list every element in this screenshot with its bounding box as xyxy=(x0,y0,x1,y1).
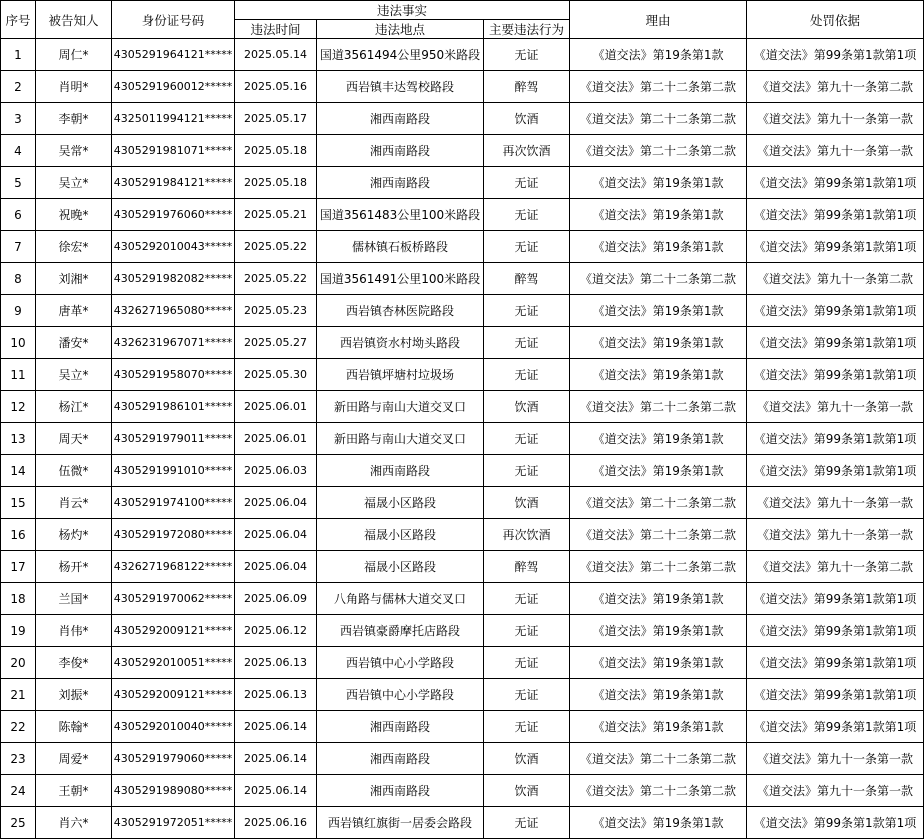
cell-basis: 《道交法》第99条第1款第1项 xyxy=(747,679,924,711)
table-row xyxy=(1,487,924,519)
cell-name: 肖明* xyxy=(36,71,112,103)
cell-id-number: 4305292009121***** xyxy=(112,679,235,711)
cell-violation: 饮酒 xyxy=(484,391,570,423)
cell-name: 李俊* xyxy=(36,647,112,679)
cell-place: 西岩镇中心小学路段 xyxy=(317,679,484,711)
cell-name: 兰国* xyxy=(36,583,112,615)
cell-name: 刘湘* xyxy=(36,263,112,295)
cell-time: 2025.06.12 xyxy=(235,615,317,647)
cell-violation: 饮酒 xyxy=(484,103,570,135)
cell-seq: 11 xyxy=(1,359,36,391)
cell-seq: 19 xyxy=(1,615,36,647)
cell-seq: 17 xyxy=(1,551,36,583)
cell-reason: 《道交法》第19条第1款 xyxy=(570,615,747,647)
header-place: 违法地点 xyxy=(317,20,484,39)
cell-name: 周爱* xyxy=(36,743,112,775)
cell-basis: 《道交法》第九十一条第一款 xyxy=(747,519,924,551)
cell-time: 2025.06.03 xyxy=(235,455,317,487)
cell-basis: 《道交法》第九十一条第一款 xyxy=(747,775,924,807)
cell-id-number: 4305291979060***** xyxy=(112,743,235,775)
cell-name: 吴立* xyxy=(36,359,112,391)
cell-violation: 无证 xyxy=(484,295,570,327)
cell-reason: 《道交法》第19条第1款 xyxy=(570,231,747,263)
cell-reason: 《道交法》第19条第1款 xyxy=(570,455,747,487)
cell-seq: 10 xyxy=(1,327,36,359)
cell-reason: 《道交法》第19条第1款 xyxy=(570,423,747,455)
cell-time: 2025.06.01 xyxy=(235,391,317,423)
cell-place: 新田路与南山大道交叉口 xyxy=(317,391,484,423)
cell-violation: 无证 xyxy=(484,327,570,359)
table-row xyxy=(1,199,924,231)
cell-id-number: 4305291972080***** xyxy=(112,519,235,551)
cell-id-number: 4305292010043***** xyxy=(112,231,235,263)
cell-basis: 《道交法》第99条第1款第1项 xyxy=(747,199,924,231)
cell-name: 李朝* xyxy=(36,103,112,135)
cell-reason: 《道交法》第二十二条第二款 xyxy=(570,391,747,423)
cell-basis: 《道交法》第九十一条第一款 xyxy=(747,487,924,519)
cell-id-number: 4305291986101***** xyxy=(112,391,235,423)
cell-place: 湘西南路段 xyxy=(317,455,484,487)
cell-violation: 无证 xyxy=(484,711,570,743)
cell-basis: 《道交法》第99条第1款第1项 xyxy=(747,39,924,71)
cell-time: 2025.06.13 xyxy=(235,647,317,679)
cell-seq: 3 xyxy=(1,103,36,135)
cell-reason: 《道交法》第19条第1款 xyxy=(570,583,747,615)
cell-reason: 《道交法》第二十二条第二款 xyxy=(570,519,747,551)
cell-seq: 15 xyxy=(1,487,36,519)
table-body xyxy=(1,39,924,839)
cell-violation: 无证 xyxy=(484,583,570,615)
cell-name: 杨开* xyxy=(36,551,112,583)
cell-id-number: 4305292010051***** xyxy=(112,647,235,679)
cell-place: 国道3561483公里100米路段 xyxy=(317,199,484,231)
header-name: 被告知人 xyxy=(36,1,112,39)
cell-time: 2025.05.22 xyxy=(235,263,317,295)
cell-time: 2025.05.30 xyxy=(235,359,317,391)
cell-name: 伍微* xyxy=(36,455,112,487)
cell-place: 八角路与儒林大道交叉口 xyxy=(317,583,484,615)
cell-place: 福晟小区路段 xyxy=(317,551,484,583)
cell-seq: 12 xyxy=(1,391,36,423)
table-row xyxy=(1,551,924,583)
cell-id-number: 4305291974100***** xyxy=(112,487,235,519)
cell-reason: 《道交法》第二十二条第二款 xyxy=(570,71,747,103)
cell-basis: 《道交法》第99条第1款第1项 xyxy=(747,711,924,743)
cell-basis: 《道交法》第九十一条第二款 xyxy=(747,263,924,295)
cell-time: 2025.05.27 xyxy=(235,327,317,359)
cell-basis: 《道交法》第九十一条第一款 xyxy=(747,391,924,423)
cell-name: 肖伟* xyxy=(36,615,112,647)
table-row xyxy=(1,711,924,743)
cell-place: 儒林镇石板桥路段 xyxy=(317,231,484,263)
cell-violation: 无证 xyxy=(484,231,570,263)
table-row xyxy=(1,295,924,327)
cell-place: 湘西南路段 xyxy=(317,103,484,135)
cell-violation: 饮酒 xyxy=(484,743,570,775)
cell-reason: 《道交法》第二十二条第二款 xyxy=(570,743,747,775)
table-row xyxy=(1,423,924,455)
cell-basis: 《道交法》第99条第1款第1项 xyxy=(747,807,924,839)
cell-id-number: 4305291970062***** xyxy=(112,583,235,615)
table-row xyxy=(1,743,924,775)
cell-time: 2025.06.16 xyxy=(235,807,317,839)
cell-id-number: 4305291982082***** xyxy=(112,263,235,295)
cell-time: 2025.06.09 xyxy=(235,583,317,615)
cell-violation: 无证 xyxy=(484,423,570,455)
header-reason: 理由 xyxy=(570,1,747,39)
cell-name: 潘安* xyxy=(36,327,112,359)
cell-seq: 16 xyxy=(1,519,36,551)
cell-place: 西岩镇丰达驾校路段 xyxy=(317,71,484,103)
cell-place: 福晟小区路段 xyxy=(317,519,484,551)
cell-basis: 《道交法》第99条第1款第1项 xyxy=(747,583,924,615)
cell-basis: 《道交法》第九十一条第二款 xyxy=(747,71,924,103)
cell-id-number: 4305291972051***** xyxy=(112,807,235,839)
cell-reason: 《道交法》第二十二条第二款 xyxy=(570,551,747,583)
cell-reason: 《道交法》第19条第1款 xyxy=(570,295,747,327)
cell-seq: 8 xyxy=(1,263,36,295)
cell-basis: 《道交法》第九十一条第一款 xyxy=(747,743,924,775)
table-row xyxy=(1,359,924,391)
table-row xyxy=(1,615,924,647)
cell-time: 2025.06.14 xyxy=(235,775,317,807)
cell-basis: 《道交法》第99条第1款第1项 xyxy=(747,359,924,391)
cell-time: 2025.06.13 xyxy=(235,679,317,711)
cell-violation: 饮酒 xyxy=(484,775,570,807)
header-act: 主要违法行为 xyxy=(484,20,570,39)
cell-time: 2025.06.04 xyxy=(235,487,317,519)
cell-reason: 《道交法》第19条第1款 xyxy=(570,199,747,231)
table-row xyxy=(1,455,924,487)
table-row xyxy=(1,519,924,551)
cell-name: 肖云* xyxy=(36,487,112,519)
cell-name: 肖六* xyxy=(36,807,112,839)
cell-violation: 醉驾 xyxy=(484,263,570,295)
cell-place: 西岩镇中心小学路段 xyxy=(317,647,484,679)
cell-reason: 《道交法》第19条第1款 xyxy=(570,39,747,71)
cell-id-number: 4326271968122***** xyxy=(112,551,235,583)
cell-id-number: 4305291960012***** xyxy=(112,71,235,103)
cell-reason: 《道交法》第19条第1款 xyxy=(570,167,747,199)
cell-id-number: 4326231967071***** xyxy=(112,327,235,359)
cell-violation: 无证 xyxy=(484,39,570,71)
cell-id-number: 4305291979011***** xyxy=(112,423,235,455)
header-facts: 违法事实 xyxy=(235,1,570,20)
cell-place: 西岩镇杏林医院路段 xyxy=(317,295,484,327)
table-row xyxy=(1,807,924,839)
cell-violation: 无证 xyxy=(484,647,570,679)
cell-seq: 13 xyxy=(1,423,36,455)
cell-seq: 1 xyxy=(1,39,36,71)
cell-time: 2025.05.18 xyxy=(235,135,317,167)
cell-violation: 再次饮酒 xyxy=(484,135,570,167)
cell-place: 湘西南路段 xyxy=(317,743,484,775)
cell-time: 2025.05.18 xyxy=(235,167,317,199)
cell-basis: 《道交法》第99条第1款第1项 xyxy=(747,423,924,455)
table-header xyxy=(1,1,924,39)
cell-place: 新田路与南山大道交叉口 xyxy=(317,423,484,455)
cell-seq: 14 xyxy=(1,455,36,487)
cell-id-number: 4305291991010***** xyxy=(112,455,235,487)
cell-time: 2025.06.14 xyxy=(235,743,317,775)
cell-name: 吴立* xyxy=(36,167,112,199)
table-row xyxy=(1,167,924,199)
cell-time: 2025.06.14 xyxy=(235,711,317,743)
header-id: 身份证号码 xyxy=(112,1,235,39)
table-row xyxy=(1,231,924,263)
table-row xyxy=(1,647,924,679)
cell-violation: 无证 xyxy=(484,807,570,839)
cell-id-number: 4305291981071***** xyxy=(112,135,235,167)
table-row xyxy=(1,583,924,615)
cell-basis: 《道交法》第99条第1款第1项 xyxy=(747,167,924,199)
cell-reason: 《道交法》第19条第1款 xyxy=(570,359,747,391)
cell-reason: 《道交法》第19条第1款 xyxy=(570,647,747,679)
cell-place: 湘西南路段 xyxy=(317,711,484,743)
cell-violation: 无证 xyxy=(484,167,570,199)
cell-seq: 4 xyxy=(1,135,36,167)
cell-seq: 23 xyxy=(1,743,36,775)
header-time: 违法时间 xyxy=(235,20,317,39)
cell-place: 西岩镇坪塘村垃圾场 xyxy=(317,359,484,391)
cell-id-number: 4325011994121***** xyxy=(112,103,235,135)
cell-seq: 7 xyxy=(1,231,36,263)
cell-seq: 25 xyxy=(1,807,36,839)
cell-basis: 《道交法》第99条第1款第1项 xyxy=(747,295,924,327)
cell-seq: 22 xyxy=(1,711,36,743)
cell-place: 湘西南路段 xyxy=(317,135,484,167)
cell-basis: 《道交法》第九十一条第二款 xyxy=(747,551,924,583)
cell-violation: 醉驾 xyxy=(484,71,570,103)
cell-seq: 9 xyxy=(1,295,36,327)
cell-name: 徐宏* xyxy=(36,231,112,263)
cell-name: 周天* xyxy=(36,423,112,455)
cell-basis: 《道交法》第九十一条第一款 xyxy=(747,135,924,167)
table-row xyxy=(1,391,924,423)
cell-name: 唐革* xyxy=(36,295,112,327)
cell-violation: 无证 xyxy=(484,455,570,487)
cell-reason: 《道交法》第二十二条第二款 xyxy=(570,135,747,167)
cell-seq: 21 xyxy=(1,679,36,711)
cell-name: 杨江* xyxy=(36,391,112,423)
cell-id-number: 4305291964121***** xyxy=(112,39,235,71)
cell-id-number: 4305291984121***** xyxy=(112,167,235,199)
cell-time: 2025.05.14 xyxy=(235,39,317,71)
cell-name: 王朝* xyxy=(36,775,112,807)
cell-id-number: 4305292009121***** xyxy=(112,615,235,647)
table-row xyxy=(1,775,924,807)
cell-place: 国道3561494公里950米路段 xyxy=(317,39,484,71)
cell-violation: 再次饮酒 xyxy=(484,519,570,551)
cell-id-number: 4305292010040***** xyxy=(112,711,235,743)
cell-violation: 无证 xyxy=(484,359,570,391)
table-row xyxy=(1,135,924,167)
cell-seq: 5 xyxy=(1,167,36,199)
cell-place: 国道3561491公里100米路段 xyxy=(317,263,484,295)
cell-seq: 20 xyxy=(1,647,36,679)
cell-violation: 无证 xyxy=(484,615,570,647)
cell-time: 2025.05.17 xyxy=(235,103,317,135)
table-row xyxy=(1,39,924,71)
cell-name: 吴常* xyxy=(36,135,112,167)
cell-violation: 饮酒 xyxy=(484,487,570,519)
cell-name: 陈翰* xyxy=(36,711,112,743)
header-basis: 处罚依据 xyxy=(747,1,924,39)
cell-reason: 《道交法》第19条第1款 xyxy=(570,807,747,839)
cell-seq: 2 xyxy=(1,71,36,103)
cell-reason: 《道交法》第二十二条第二款 xyxy=(570,487,747,519)
cell-basis: 《道交法》第99条第1款第1项 xyxy=(747,327,924,359)
cell-place: 西岩镇资水村坳头路段 xyxy=(317,327,484,359)
cell-time: 2025.05.22 xyxy=(235,231,317,263)
cell-basis: 《道交法》第99条第1款第1项 xyxy=(747,231,924,263)
cell-violation: 无证 xyxy=(484,679,570,711)
cell-violation: 无证 xyxy=(484,199,570,231)
cell-place: 西岩镇红旗街一居委会路段 xyxy=(317,807,484,839)
cell-place: 湘西南路段 xyxy=(317,167,484,199)
table-row xyxy=(1,263,924,295)
cell-name: 刘振* xyxy=(36,679,112,711)
cell-seq: 18 xyxy=(1,583,36,615)
cell-violation: 醉驾 xyxy=(484,551,570,583)
cell-id-number: 4305291976060***** xyxy=(112,199,235,231)
cell-reason: 《道交法》第19条第1款 xyxy=(570,327,747,359)
cell-place: 西岩镇豪爵摩托店路段 xyxy=(317,615,484,647)
header-seq: 序号 xyxy=(1,1,36,39)
cell-name: 杨灼* xyxy=(36,519,112,551)
cell-time: 2025.06.04 xyxy=(235,519,317,551)
cell-name: 祝晚* xyxy=(36,199,112,231)
cell-seq: 6 xyxy=(1,199,36,231)
cell-basis: 《道交法》第99条第1款第1项 xyxy=(747,455,924,487)
cell-basis: 《道交法》第九十一条第一款 xyxy=(747,103,924,135)
cell-time: 2025.05.16 xyxy=(235,71,317,103)
cell-reason: 《道交法》第二十二条第二款 xyxy=(570,103,747,135)
cell-reason: 《道交法》第19条第1款 xyxy=(570,679,747,711)
cell-id-number: 4305291989080***** xyxy=(112,775,235,807)
cell-reason: 《道交法》第19条第1款 xyxy=(570,711,747,743)
cell-seq: 24 xyxy=(1,775,36,807)
cell-time: 2025.06.01 xyxy=(235,423,317,455)
table-row xyxy=(1,71,924,103)
cell-time: 2025.05.23 xyxy=(235,295,317,327)
cell-time: 2025.05.21 xyxy=(235,199,317,231)
cell-place: 湘西南路段 xyxy=(317,775,484,807)
cell-time: 2025.06.04 xyxy=(235,551,317,583)
cell-id-number: 4305291958070***** xyxy=(112,359,235,391)
cell-name: 周仁* xyxy=(36,39,112,71)
cell-basis: 《道交法》第99条第1款第1项 xyxy=(747,647,924,679)
cell-place: 福晟小区路段 xyxy=(317,487,484,519)
cell-reason: 《道交法》第二十二条第二款 xyxy=(570,263,747,295)
cell-basis: 《道交法》第99条第1款第1项 xyxy=(747,615,924,647)
table-row xyxy=(1,679,924,711)
cell-id-number: 4326271965080***** xyxy=(112,295,235,327)
cell-reason: 《道交法》第二十二条第二款 xyxy=(570,775,747,807)
table-row xyxy=(1,327,924,359)
table-row xyxy=(1,103,924,135)
